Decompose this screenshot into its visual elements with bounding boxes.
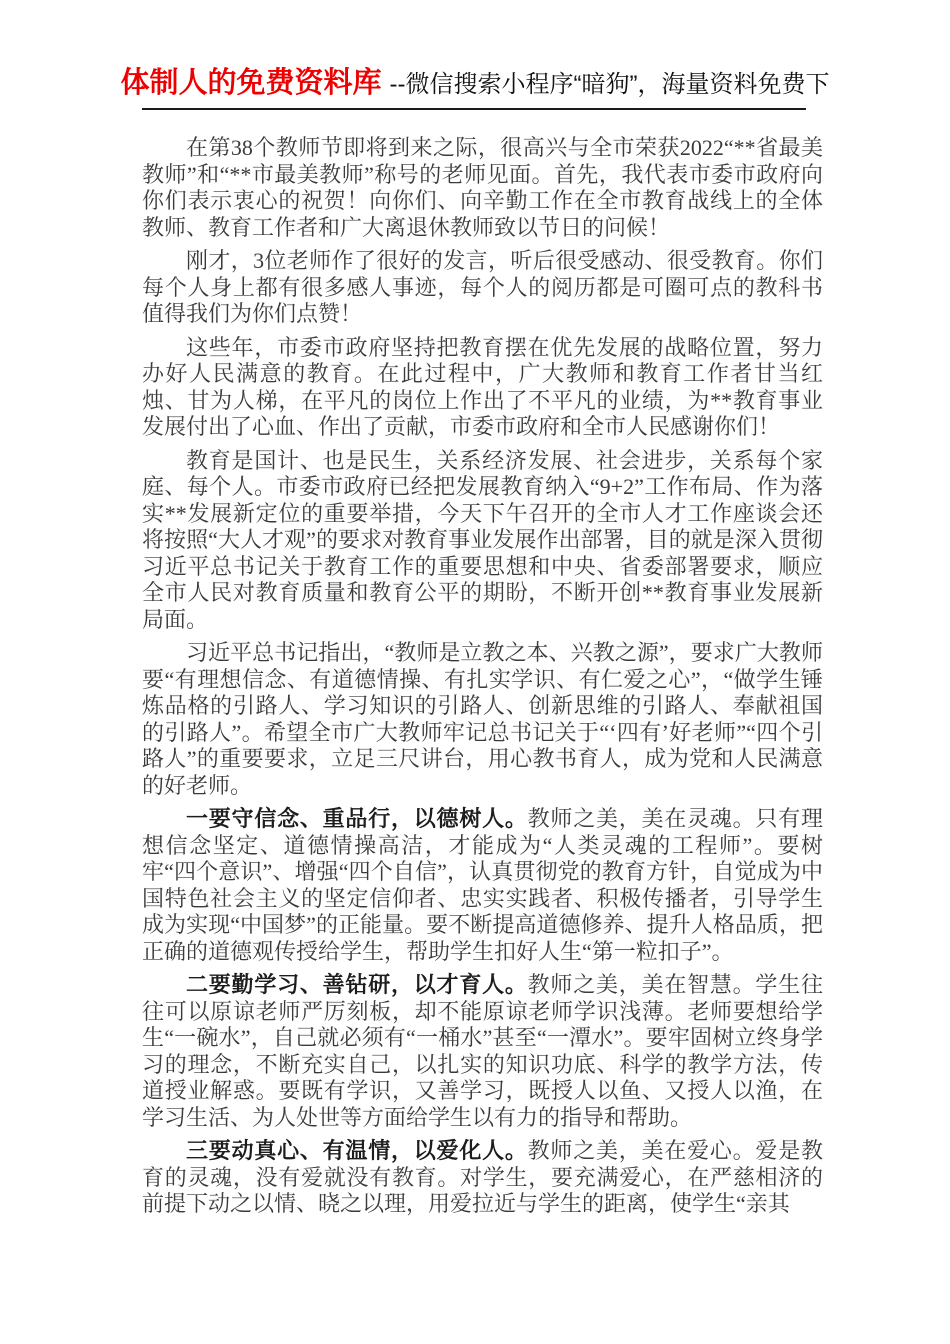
- brand-text: 体制人的免费资料库: [120, 67, 382, 99]
- paragraph-lead: 二要勤学习、善钻研，以才育人。: [186, 972, 528, 997]
- paragraph-text: 教育是国计、也是民生，关系经济发展、社会进步，关系每个家庭、每个人。市委市政府已经把发展教育纳入“9+2”工作布局、作为落实**发展新定位的重要举措，今天下午召开的全市人才工作座谈会还将按照“大人才观”的要求对教育事业发展作出部署，目的就是深入贯彻习近平总书记关于教育工作的重要思想和中央、省委部署要求，顺应全市人民对教育质量和教育公平的期盼，不断开创**教育事业发展新局面。: [142, 447, 823, 632]
- paragraph: [142, 972, 823, 1131]
- paragraph-text: 这些年，市委市政府坚持把教育摆在优先发展的战略位置，努力办好人民满意的教育。在此过程中，广大教师和教育工作者甘当红烛、甘为人梯，在平凡的岗位上作出了不平凡的业绩，为**教育事业发展付出了心血、作出了贡献，市委市政府和全市人民感谢你们！: [142, 334, 823, 439]
- paragraph: [142, 248, 823, 328]
- paragraph-text: 在第38个教师节即将到来之际，很高兴与全市荣获2022“**省最美教师”和“**市最美教师”称号的老师见面。首先，我代表市委市政府向你们表示衷心的祝贺！向你们、向辛勤工作在全市教育战线上的全体教师、教育工作者和广大离退休教师致以节日的问候！: [142, 135, 823, 240]
- paragraph: [142, 640, 823, 799]
- paragraph-text: 刚才，3位老师作了很好的发言，听后很受感动、很受教育。你们每个人身上都有很多感人事迹，每个人的阅历都是可圈可点的教科书值得我们为你们点赞！: [142, 248, 823, 326]
- paragraph-lead: 三要动真心、有温情，以爱化人。: [186, 1138, 528, 1163]
- paragraph: [142, 806, 823, 965]
- tagline-text: --微信搜索小程序“暗狗”，海量资料免费下: [389, 71, 830, 98]
- paragraph-text: 教师之美，美在灵魂。只有理想信念坚定、道德情操高洁，才能成为“人类灵魂的工程师”。要树牢“四个意识”、增强“四个自信”，认真贯彻党的教育方针，自觉成为中国特色社会主义的坚定信仰者、忠实实践者、积极传播者，引导学生成为实现“中国梦”的正能量。要不断提高道德修养、提升人格品质，把正确的道德观传授给学生，帮助学生扣好人生“第一粒扣子”。: [142, 806, 823, 964]
- paragraph: [142, 448, 823, 634]
- paragraph-text: 教师之美，美在爱心。爱是教育的灵魂，没有爱就没有教育。对学生，要充满爱心，在严慈相济的前提下动之以情、晓之以理，用爱拉近与学生的距离，使学生“亲其: [142, 1138, 823, 1216]
- paragraph-lead: 一要守信念、重品行，以德树人。: [186, 806, 528, 831]
- paragraph-text: 教师之美，美在智慧。学生往往可以原谅老师严厉刻板，却不能原谅老师学识浅薄。老师要想给学生“一碗水”，自己就必须有“一桶水”甚至“一潭水”。要牢固树立终身学习的理念，不断充实自己，以扎实的知识功底、科学的教学方法，传道授业解惑。要既有学识，又善学习，既授人以鱼、又授人以渔，在学习生活、为人处世等方面给学生以有力的指导和帮助。: [142, 972, 823, 1130]
- page-header: [0, 0, 950, 101]
- paragraph: [142, 135, 823, 241]
- paragraph: [142, 335, 823, 441]
- paragraph-text: 习近平总书记指出，“教师是立教之本、兴教之源”，要求广大教师要“有理想信念、有道德情操、有扎实学识、有仁爱之心”，“做学生锤炼品格的引路人、学习知识的引路人、创新思维的引路人、奉献祖国的引路人”。希望全市广大教师牢记总书记关于“‘四有’好老师”“四个引路人”的重要要求，立足三尺讲台，用心教书育人，成为党和人民满意的好老师。: [142, 640, 823, 798]
- paragraph: [142, 1138, 823, 1218]
- document-body: [142, 110, 823, 1218]
